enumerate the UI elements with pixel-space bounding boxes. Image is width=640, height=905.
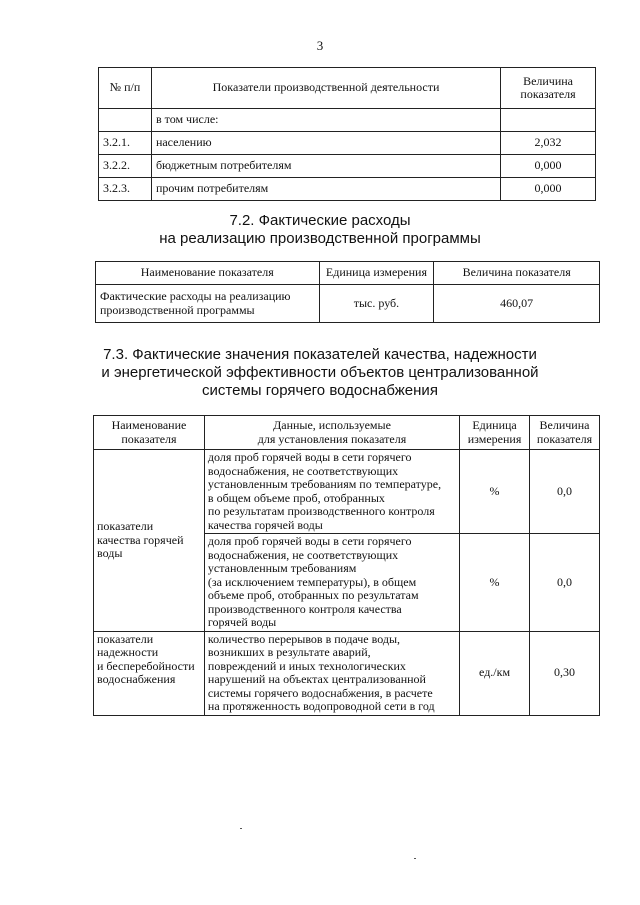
section-7-3-title: 7.3. Фактические значения показателей качества, надежности и энергетической эффективности объектов централизованной системы горячего водоснабжения	[101, 346, 539, 399]
row-name: населению	[151, 132, 500, 155]
indicator-description: доля проб горячей воды в сети горячего водоснабжения, не соответствующих установленным требованиям по температуре, в общем объеме проб, отобранных по результатам производственного контроля качества горячей воды	[204, 450, 459, 534]
page-number: 3	[316, 38, 324, 53]
row-number: 3.2.3.	[99, 178, 152, 201]
row-number: 3.2.1.	[99, 132, 152, 155]
header-unit: Единица измерения	[460, 416, 530, 450]
header-unit: Единица измерения	[319, 262, 434, 285]
header-value: Величина показателя	[530, 416, 600, 450]
indicator-value: 0,0	[530, 534, 600, 632]
indicator-value: 0,0	[530, 450, 600, 534]
row-number: 3.2.2.	[99, 155, 152, 178]
indicator-unit: ед./км	[460, 631, 530, 715]
indicator-value: 0,30	[530, 631, 600, 715]
table-row	[99, 109, 596, 132]
expense-name: Фактические расходы на реализацию производственной программы	[96, 285, 320, 323]
header-data: Данные, используемые для установления показателя	[204, 416, 459, 450]
scan-speck	[414, 858, 416, 859]
row-value: 0,000	[501, 155, 596, 178]
table-header-row	[96, 262, 600, 285]
header-indicator: Показатели производственной деятельности	[151, 68, 500, 109]
header-name: Наименование показателя	[96, 262, 320, 285]
row-number	[99, 109, 152, 132]
table-row	[99, 132, 596, 155]
quality-indicators-table	[93, 415, 600, 716]
indicator-unit: %	[460, 450, 530, 534]
row-value	[501, 109, 596, 132]
table-row	[99, 155, 596, 178]
expense-unit: тыс. руб.	[319, 285, 434, 323]
header-value: Величина показателя	[501, 68, 596, 109]
table-row	[96, 285, 600, 323]
production-indicators-table	[98, 67, 596, 201]
row-name: бюджетным потребителям	[151, 155, 500, 178]
reliability-indicators: показатели надежности и бесперебойности водоснабжения	[94, 631, 205, 715]
table-row	[94, 450, 600, 534]
actual-expenses-table	[95, 261, 600, 323]
row-name: в том числе:	[151, 109, 500, 132]
header-name: Наименование показателя	[94, 416, 205, 450]
indicator-unit: %	[460, 534, 530, 632]
indicator-description: количество перерывов в подаче воды, возникших в результате аварий, повреждений и иных технологических нарушений на объектах централизованной системы горячего водоснабжения, в расчете на протяженность водопроводной сети в год	[204, 631, 459, 715]
header-value: Величина показателя	[434, 262, 600, 285]
table-header-row	[94, 416, 600, 450]
table-header-row	[99, 68, 596, 109]
expense-value: 460,07	[434, 285, 600, 323]
table-row	[94, 631, 600, 715]
row-value: 2,032	[501, 132, 596, 155]
row-value: 0,000	[501, 178, 596, 201]
table-row	[99, 178, 596, 201]
scan-speck	[240, 828, 242, 829]
row-name: прочим потребителям	[151, 178, 500, 201]
hot-water-quality-indicators: показатели качества горячей воды	[94, 450, 205, 632]
indicator-description: доля проб горячей воды в сети горячего водоснабжения, не соответствующих установленным требованиям (за исключением температуры), в общем объеме проб, отобранных по результатам производственного контроля качества горячей воды	[204, 534, 459, 632]
section-7-2-title: 7.2. Фактические расходы на реализацию производственной программы	[159, 212, 481, 247]
header-number: № п/п	[99, 68, 152, 109]
